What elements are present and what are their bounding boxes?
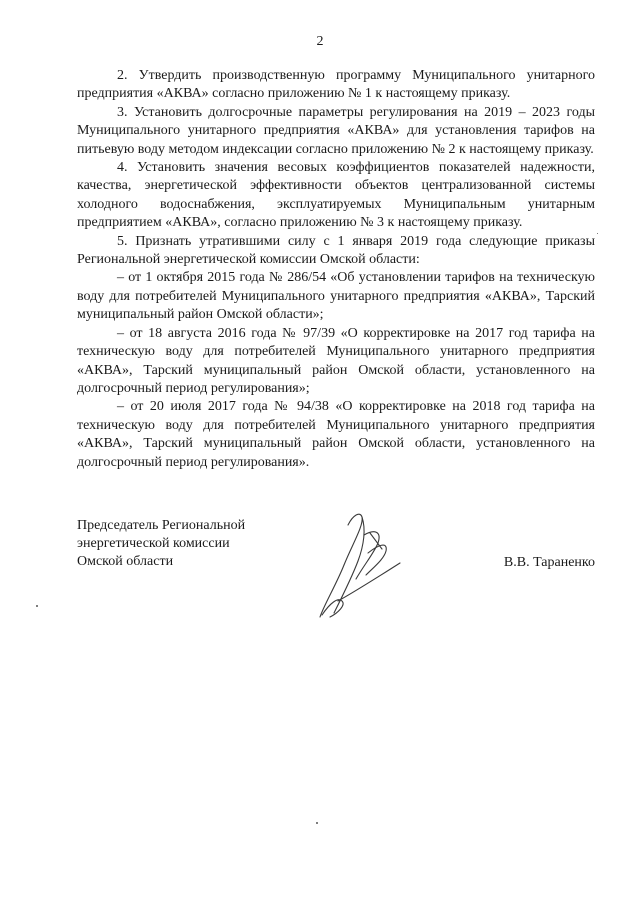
document-body	[77, 67, 595, 472]
signer-title	[77, 517, 297, 571]
signer-title-line: Председатель Региональной	[77, 518, 246, 533]
signer-name: В.В. Тараненко	[503, 555, 595, 570]
repealed-order-2: – от 18 августа 2016 года № 97/39 «О корректировке на 2017 год тарифа на техническую воду для потребителей Муниципального унитарного предприятия «АКВА», Тарский муниципальный район Омской области, установленного на долгосрочный период регулирования»;	[77, 325, 595, 396]
scan-speck	[36, 605, 38, 607]
paragraph-item-5: 5. Признать утратившими силу с 1 января 2019 года следующие приказы Региональной энергетической комиссии Омской области:	[77, 233, 595, 268]
paragraph-item-4: 4. Установить значения весовых коэффициентов показателей надежности, качества, энергетической эффективности объектов централизованной системы холодного водоснабжения, эксплуатируемых Муниципальным унитарным предприятием «АКВА», согласно приложению № 3 к настоящему приказу.	[77, 160, 595, 231]
repealed-order-3: – от 20 июля 2017 года № 94/38 «О корректировке на 2018 год тарифа на техническую воду для потребителей Муниципального унитарного предприятия «АКВА», Тарский муниципальный район Омской области, установленного на долгосрочный период регулирования».	[77, 399, 595, 470]
signer-title-line: энергетической комиссии	[77, 536, 230, 551]
repealed-order-1: – от 1 октября 2015 года № 286/54 «Об установлении тарифов на техническую воду для потребителей Муниципального унитарного предприятия «АКВА», Тарский муниципальный район Омской области»;	[77, 270, 595, 323]
paragraph-item-3: 3. Установить долгосрочные параметры регулирования на 2019 – 2023 годы Муниципального унитарного предприятия «АКВА» для установления тарифов на питьевую воду методом индексации согласно приложению № 2 к настоящему приказу.	[77, 104, 595, 157]
signer-title-line: Омской области	[77, 554, 174, 569]
scan-speck	[597, 233, 598, 234]
page-number: 2	[316, 34, 324, 49]
handwritten-signature	[308, 505, 408, 625]
paragraph-item-2: 2. Утвердить производственную программу Муниципального унитарного предприятия «АКВА» согласно приложению № 1 к настоящему приказу.	[77, 68, 595, 102]
scan-speck	[316, 822, 318, 824]
